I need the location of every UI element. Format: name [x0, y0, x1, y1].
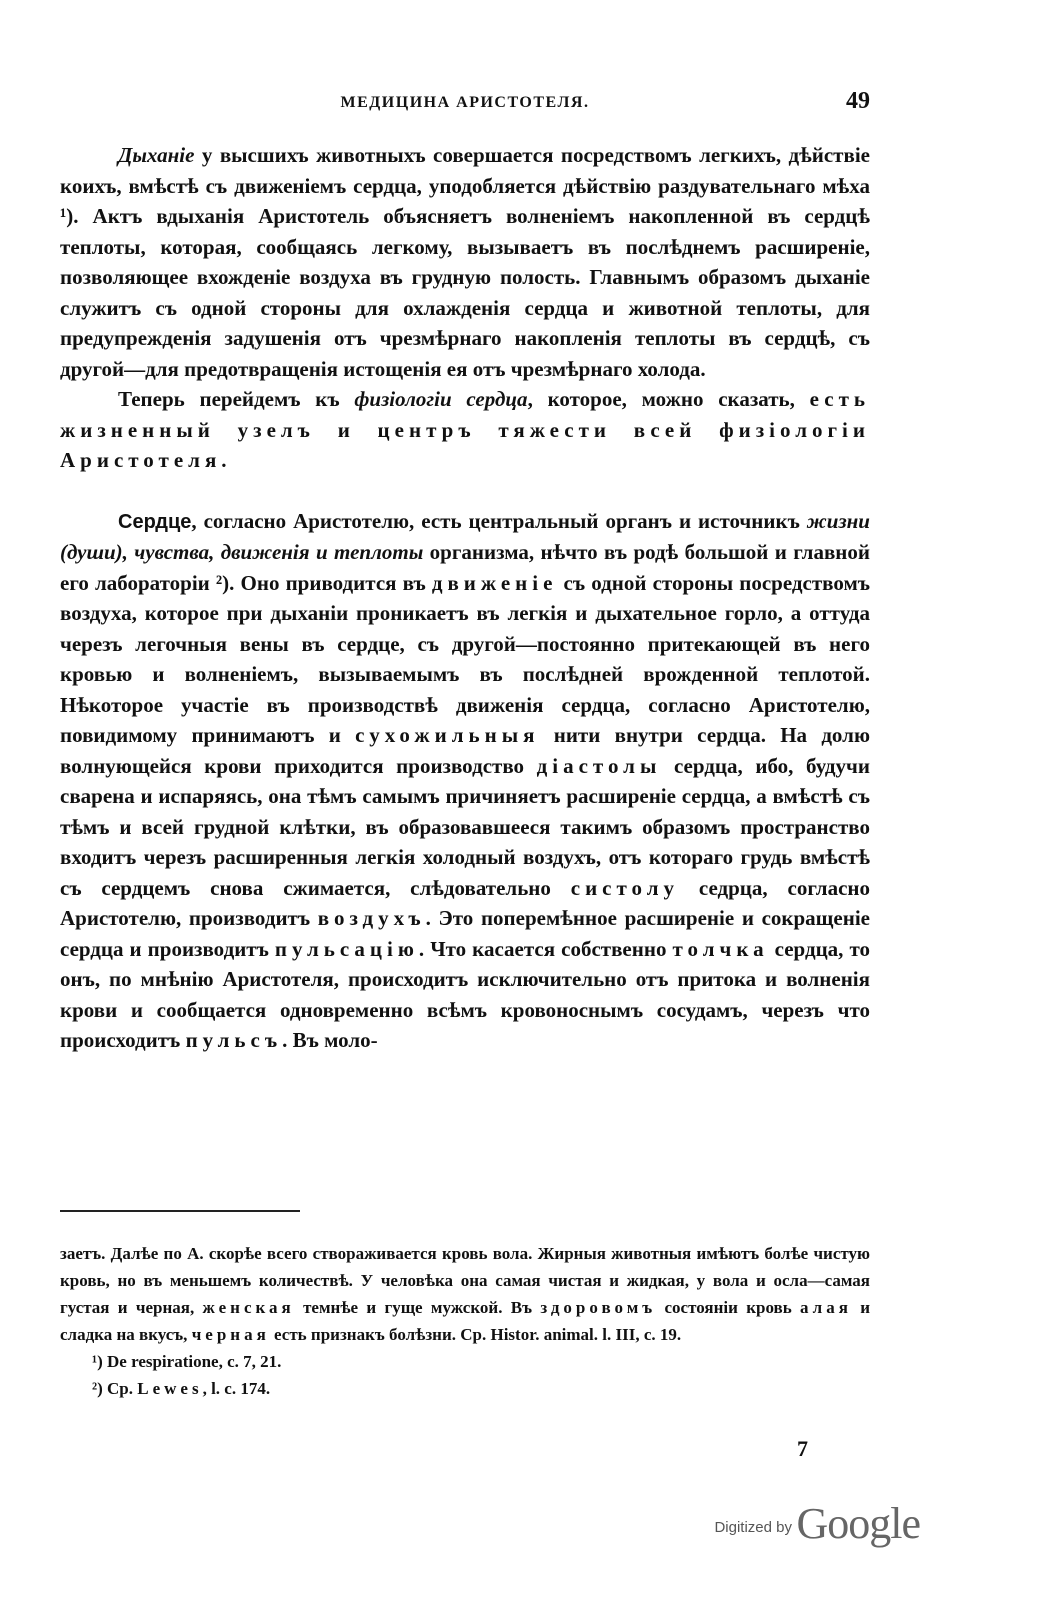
- spaced-emphasis: воздухъ: [317, 906, 426, 930]
- digitized-watermark: [714, 1498, 920, 1549]
- emphasis: жизни (души), чувства, движенія и теплоты: [60, 508, 870, 564]
- spaced-emphasis: систолу: [570, 875, 680, 900]
- spaced-emphasis: женская: [202, 1298, 295, 1317]
- spaced-emphasis: діастолы: [536, 753, 662, 778]
- paragraph-text: . Что касается собственно: [418, 936, 673, 961]
- spaced-emphasis: движеніе: [431, 570, 558, 595]
- google-logo: Google: [796, 1499, 920, 1548]
- footnote-text: темнѣе и гуще мужской. Въ: [294, 1298, 541, 1317]
- paragraph-text: съ одной стороны посредствомъ воздуха, которое при дыханіи проникаетъ въ легкія и дыхательное горло, а оттуда черезъ легочныя вены въ сердце, съ другой—постоянно притекающей въ него кровью и волненіемъ, вызываемымъ въ послѣдней врожденной теплотой. Нѣкоторое участіе въ производствѣ движенія сердца, согласно Аристотелю, повидимому принимаютъ и: [60, 570, 870, 747]
- spaced-emphasis: черная: [191, 1325, 270, 1344]
- footnote-divider: [60, 1210, 300, 1212]
- footnote-continuation: [60, 1240, 870, 1348]
- spaced-emphasis: есть жизненный узелъ и центръ тяжести всей физіологіи Аристотеля.: [60, 387, 870, 472]
- paragraph-text: организма, нѣчто въ родѣ большой и главной его лабораторіи ²). Оно приводится въ: [60, 540, 870, 595]
- footnote-text: состояніи кровь: [656, 1298, 801, 1317]
- paragraph-text: нити внутри сердца. На долю волнующейся крови приходится производство: [60, 723, 870, 778]
- footnote-1: ¹) De respiratione, c. 7, 21.: [92, 1352, 282, 1371]
- footnote-2: [60, 1375, 870, 1402]
- paragraph-text: . Въ моло-: [282, 1028, 378, 1052]
- watermark-prefix: Digitized by: [714, 1519, 793, 1536]
- footnote-text: есть признакъ болѣзни. Ср. Histor. animal. l. III, c. 19.: [269, 1325, 682, 1344]
- signature-mark: 7: [797, 1436, 808, 1461]
- paragraph-text: сердца, ибо, будучи сварена и испаряясь, она тѣмъ самымъ причиняетъ расширеніе сердца, а вмѣстѣ съ тѣмъ и всей грудной клѣтки, въ образовавшееся такимъ образомъ пространство входитъ черезъ расширенныя легкія холодный воздухъ, отъ котораго грудь вмѣстѣ съ сердцемъ снова сжимается, слѣдовательно: [60, 753, 870, 900]
- spaced-emphasis: пульсацію: [274, 936, 419, 961]
- paragraph-text: сердца, то онъ, по мнѣнію Аристотеля, происходитъ исключительно отъ притока и волненія крови и сообщается одновременно всѣмъ кровоноснымъ сосудамъ, черезъ что происходитъ: [60, 936, 870, 1052]
- footnote-text: , l. c. 174.: [202, 1379, 271, 1398]
- spaced-emphasis: толчка: [672, 936, 769, 961]
- footnote-text: ²) Ср.: [92, 1379, 138, 1398]
- term-breathing: Дыханіе: [118, 143, 195, 167]
- running-title: МЕДИЦИНА АРИСТОТЕЛЯ.: [340, 94, 590, 111]
- term-heart: Сердце: [118, 510, 192, 533]
- spaced-emphasis: пульсъ: [185, 1028, 283, 1052]
- paragraph-text: Теперь перейдемъ къ: [118, 387, 355, 411]
- paragraph-text: , согласно Аристотелю, есть центральный органъ и источникъ: [191, 508, 807, 533]
- spaced-emphasis: сухожильныя: [355, 723, 540, 747]
- emphasis: физіологіи сердца: [354, 387, 528, 411]
- paragraph-breathing: [60, 140, 870, 384]
- spaced-emphasis: Lewes: [137, 1379, 203, 1398]
- paragraph-transition: [60, 384, 870, 476]
- running-head: [60, 88, 870, 116]
- paragraph-text: . Это поперемѣнное расширеніе и сокращеніе сердца и производитъ: [60, 906, 870, 961]
- page-number: 49: [846, 88, 870, 114]
- paragraph-text: у высшихъ животныхъ совершается посредствомъ легкихъ, дѣйствіе коихъ, вмѣстѣ съ движеніемъ сердца, уподобляется дѣйствію раздувательнаго мѣха ¹). Актъ вдыханія Аристотель объясняетъ волненіемъ накопленной въ сердцѣ теплоты, которая, сообщаясь легкому, вызываетъ въ послѣднемъ расширеніе, позволяющее вхожденіе воздуха въ грудную полость. Главнымъ образомъ дыханіе служитъ съ одной стороны для охлажденія сердца и животной теплоты, для предупрежденія задушенія отъ чрезмѣрнаго накопленія теплоты въ сердцѣ, съ другой—для предотвращенія истощенія ея отъ чрезмѣрнаго холода.: [60, 143, 870, 381]
- body-text: [60, 140, 870, 1056]
- paragraph-text: , которое, можно сказать,: [527, 387, 810, 411]
- footnote-text: и сладка на вкусъ,: [60, 1298, 871, 1344]
- paragraph-text: седрца, согласно Аристотелю, производитъ: [60, 875, 870, 930]
- paragraph-heart: [60, 506, 870, 1056]
- footnote-text: заетъ. Далѣе по А. скорѣе всего створаживается кровь вола. Жирныя животныя имѣютъ болѣе чистую кровь, но въ меньшемъ количествѣ. У человѣка она самая чистая и жидкая, у вола и осла—самая густая и черная,: [60, 1244, 870, 1317]
- footnotes: [60, 1240, 870, 1402]
- spaced-emphasis: здоровомъ: [540, 1298, 657, 1317]
- spaced-emphasis: алая: [800, 1298, 852, 1317]
